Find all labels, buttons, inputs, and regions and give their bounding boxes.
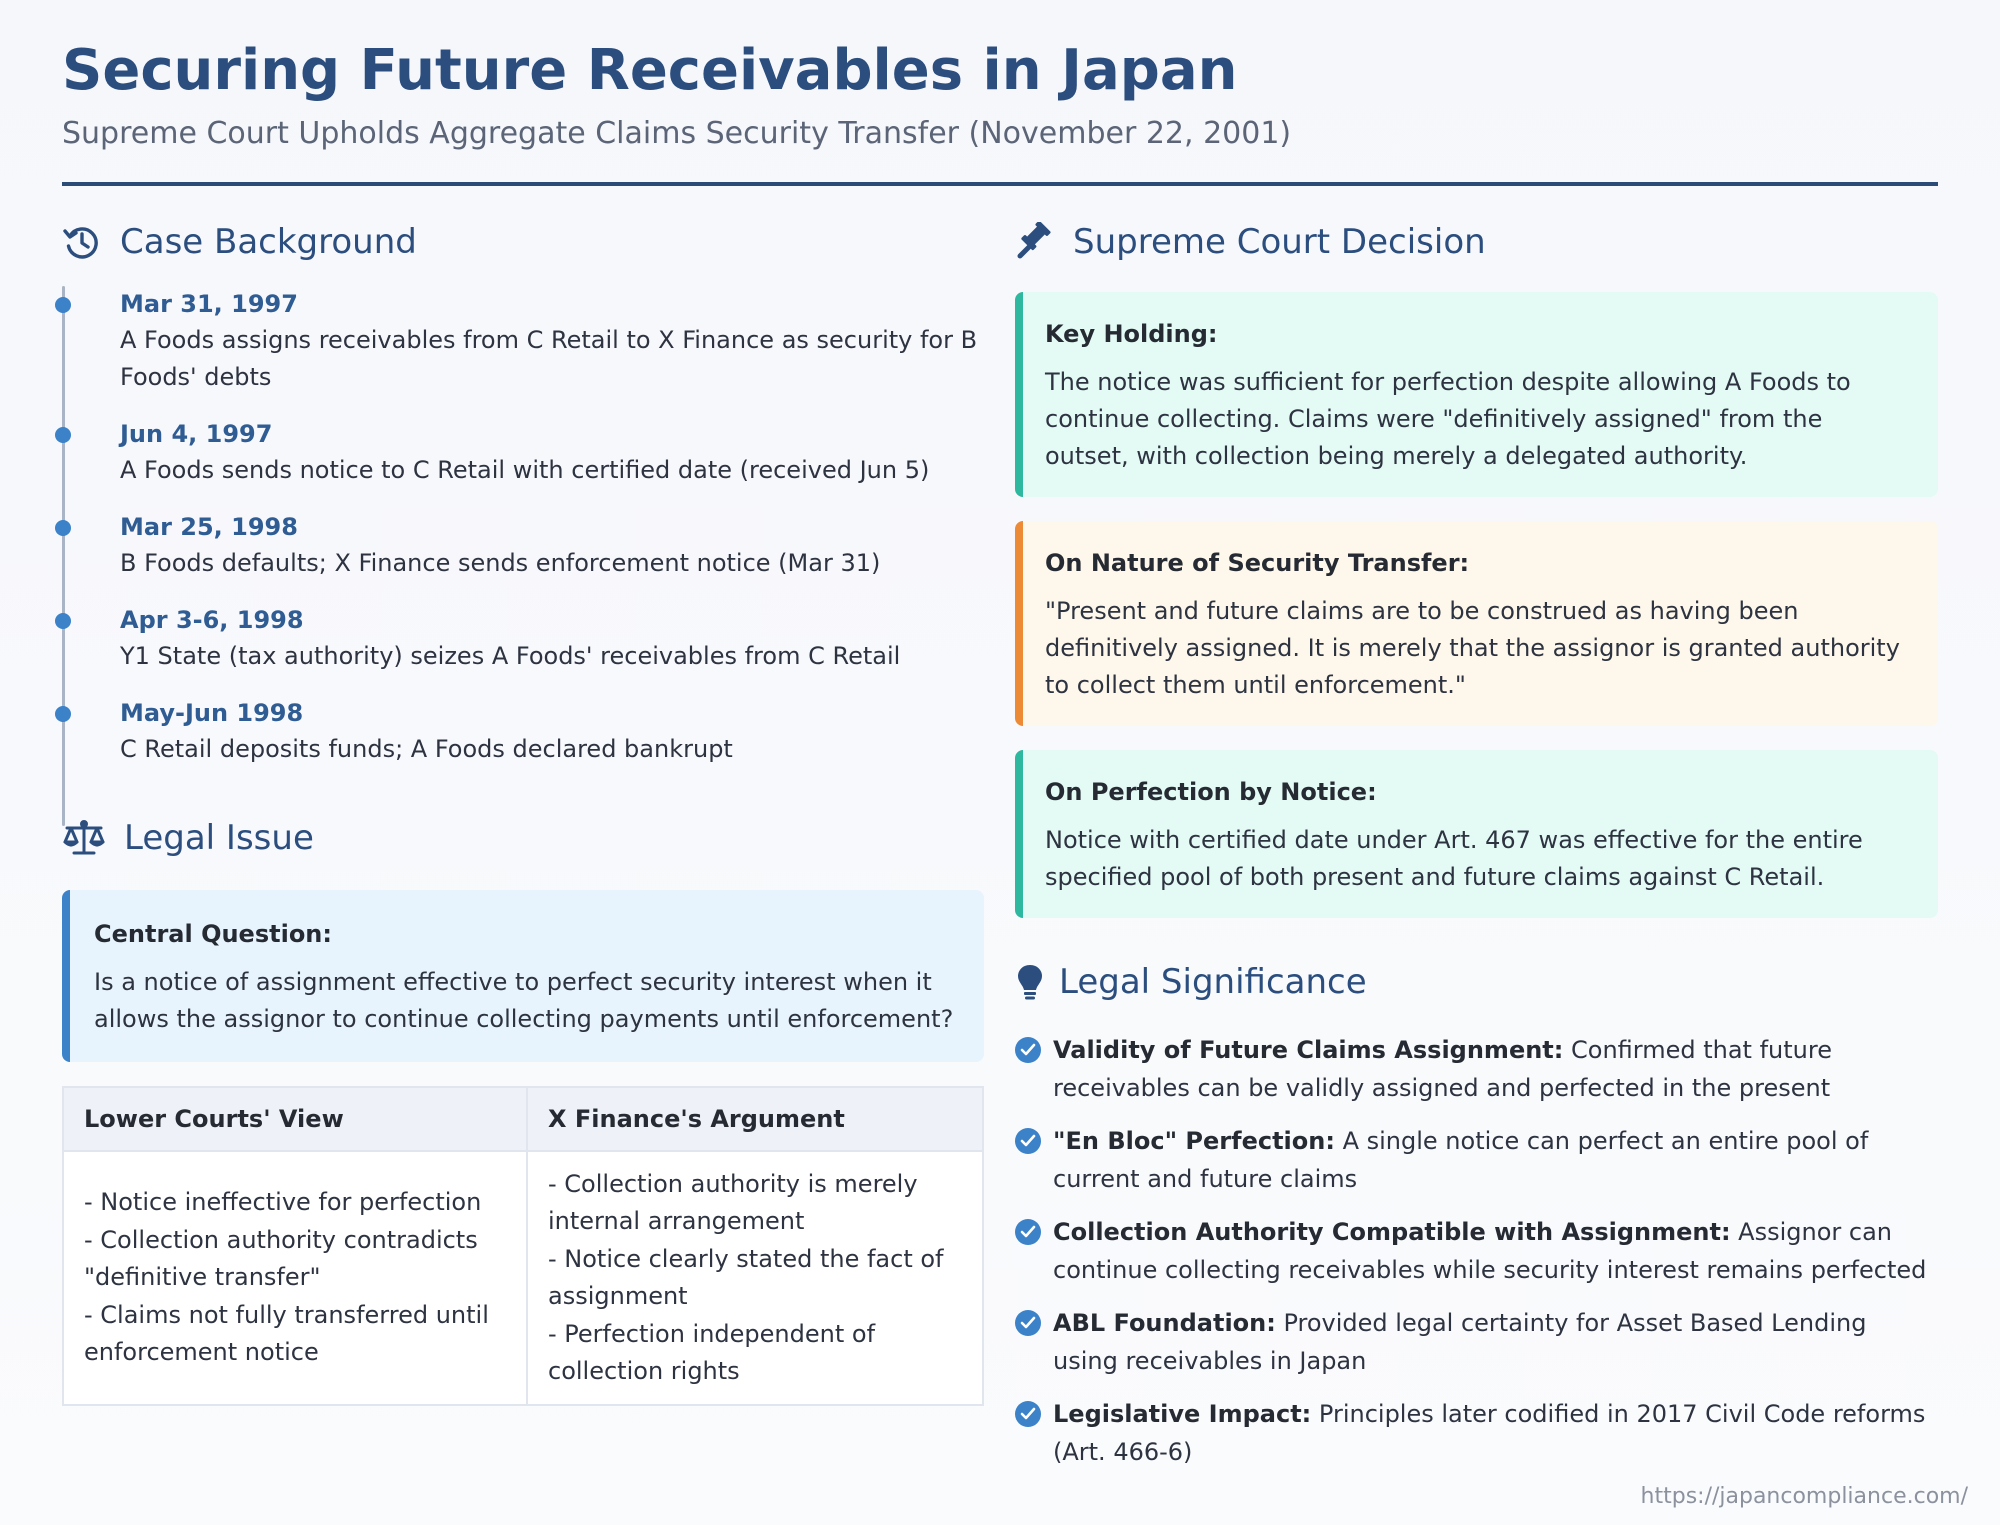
section-title: Legal Significance (1059, 962, 1367, 1002)
timeline-dot (55, 520, 71, 536)
case-background-heading (62, 212, 984, 272)
question-label: Central Question: (94, 920, 332, 948)
lightbulb-icon (1015, 962, 1045, 1002)
x-finance-cell (528, 1152, 982, 1404)
legal-issue-heading (62, 808, 984, 868)
timeline-dot (55, 427, 71, 443)
significance-list (1015, 1032, 1938, 1471)
section-title: Legal Issue (124, 818, 314, 858)
table-bullet: - Claims not fully transferred until enforcement notice (84, 1300, 489, 1367)
comparison-table (62, 1086, 984, 1406)
timeline (62, 286, 984, 768)
section-title: Case Background (120, 222, 417, 262)
question-text: Is a notice of assignment effective to perfect security interest when it allows the assignor to continue collecting payments until enforcement? (94, 968, 954, 1033)
table-bullet: - Notice clearly stated the fact of assignment (548, 1244, 944, 1310)
check-circle-icon (1015, 1219, 1041, 1245)
check-circle-icon (1015, 1037, 1041, 1063)
timeline-date: May-Jun 1998 (120, 699, 304, 727)
list-item (1015, 1305, 1938, 1380)
list-item (1015, 1396, 1938, 1471)
balance-scale-icon (62, 818, 106, 858)
page (62, 0, 1938, 1525)
key-holding-card (1015, 292, 1938, 497)
perfection-by-notice-card (1015, 750, 1938, 918)
timeline-item (120, 509, 984, 582)
table-bullet: - Collection authority contradicts "definitive transfer" (84, 1225, 478, 1292)
page-header (62, 0, 1938, 186)
timeline-text: A Foods sends notice to C Retail with certified date (received Jun 5) (120, 456, 930, 484)
timeline-dot (55, 297, 71, 313)
item-text: A single notice can perfect an entire pool of current and future claims (1053, 1127, 1869, 1193)
significance-heading (1015, 952, 1938, 1012)
item-title: Collection Authority Compatible with Assignment: (1053, 1218, 1731, 1246)
page-title: Securing Future Receivables in Japan (62, 38, 1238, 103)
timeline-text: Y1 State (tax authority) seizes A Foods' receivables from C Retail (120, 642, 901, 670)
table-bullet: - Collection authority is merely internal arrangement (548, 1169, 918, 1235)
list-item (1015, 1123, 1938, 1198)
decision-heading (1015, 212, 1938, 272)
card-label: On Nature of Security Transfer: (1045, 549, 1470, 577)
lower-courts-cell (64, 1152, 528, 1404)
list-item (1015, 1214, 1938, 1289)
timeline-item (120, 602, 984, 675)
central-question-box (62, 890, 984, 1062)
right-column (1015, 212, 1938, 1487)
timeline-item (120, 695, 984, 768)
timeline-date: Apr 3-6, 1998 (120, 606, 304, 634)
table-bullet: - Notice ineffective for perfection (84, 1188, 482, 1217)
item-text: Provided legal certainty for Asset Based Lending using receivables in Japan (1053, 1309, 1867, 1375)
page-subtitle: Supreme Court Upholds Aggregate Claims Security Transfer (November 22, 2001) (62, 116, 1292, 151)
history-icon (62, 222, 102, 262)
table-bullet: - Perfection independent of collection rights (548, 1319, 876, 1385)
timeline-dot (55, 706, 71, 722)
header-divider (62, 182, 1938, 186)
table-header-lower-courts: Lower Courts' View (64, 1088, 528, 1152)
item-title: "En Bloc" Perfection: (1053, 1127, 1335, 1155)
nature-of-transfer-card (1015, 521, 1938, 726)
section-title: Supreme Court Decision (1073, 222, 1486, 262)
check-circle-icon (1015, 1401, 1041, 1427)
item-text: Assignor can continue collecting receivables while security interest remains perfected (1053, 1218, 1927, 1284)
card-text: The notice was sufficient for perfection despite allowing A Foods to continue collecting. Claims were "definitively assigned" from the outset, with collection being merely a delegated authority. (1045, 368, 1851, 470)
timeline-dot (55, 613, 71, 629)
timeline-line (62, 286, 65, 826)
timeline-date: Jun 4, 1997 (120, 420, 273, 448)
table-header-x-finance: X Finance's Argument (528, 1088, 982, 1152)
list-item (1015, 1032, 1938, 1107)
card-label: Key Holding: (1045, 320, 1218, 348)
item-title: Validity of Future Claims Assignment: (1053, 1036, 1564, 1064)
item-text: Principles later codified in 2017 Civil Code reforms (Art. 466-6) (1053, 1400, 1926, 1466)
left-column (62, 212, 984, 1406)
gavel-icon (1015, 222, 1055, 262)
timeline-item (120, 416, 984, 489)
timeline-text: C Retail deposits funds; A Foods declared bankrupt (120, 735, 733, 763)
check-circle-icon (1015, 1128, 1041, 1154)
timeline-text: A Foods assigns receivables from C Retail to X Finance as security for B Foods' debts (120, 326, 978, 391)
item-title: Legislative Impact: (1053, 1400, 1312, 1428)
card-text: Notice with certified date under Art. 467 was effective for the entire specified pool of both present and future claims against C Retail. (1045, 826, 1863, 891)
item-title: ABL Foundation: (1053, 1309, 1276, 1337)
timeline-date: Mar 25, 1998 (120, 513, 298, 541)
item-text: Confirmed that future receivables can be validly assigned and perfected in the present (1053, 1036, 1832, 1102)
timeline-date: Mar 31, 1997 (120, 290, 298, 318)
card-text: "Present and future claims are to be construed as having been definitively assigned. It is merely that the assignor is granted authority to collect them until enforcement." (1045, 597, 1900, 699)
source-url[interactable]: https://japancompliance.com/ (1640, 1484, 1968, 1509)
card-label: On Perfection by Notice: (1045, 778, 1377, 806)
check-circle-icon (1015, 1310, 1041, 1336)
timeline-text: B Foods defaults; X Finance sends enforcement notice (Mar 31) (120, 549, 881, 577)
timeline-item (120, 286, 984, 396)
